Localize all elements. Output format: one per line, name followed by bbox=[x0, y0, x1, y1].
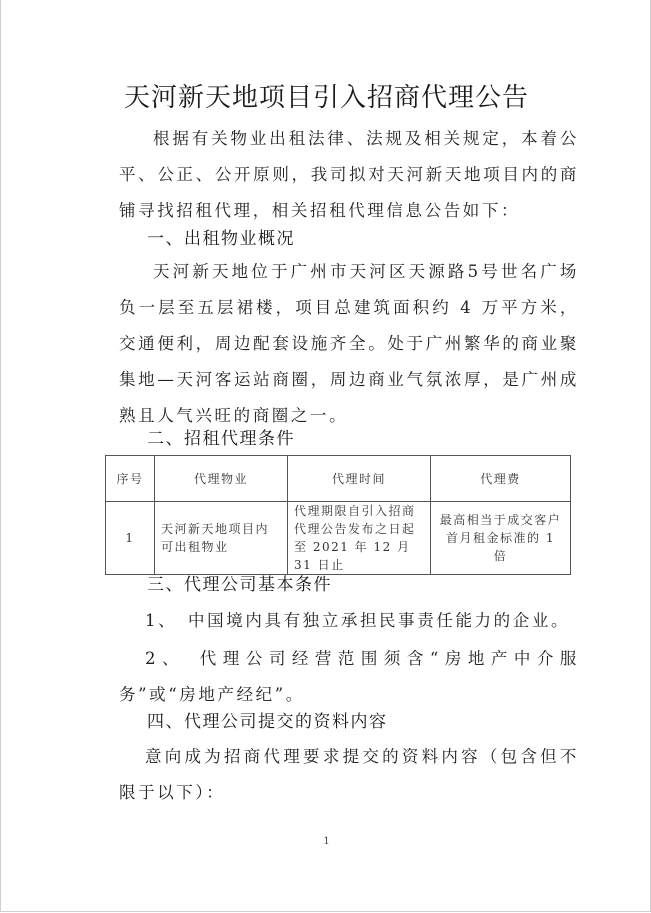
section1-paragraph: 天河新天地位于广州市天河区天源路5号世名广场负一层至五层裙楼，项目总建筑面积约 4 万平方米，交通便利，周边配套设施齐全。处于广州繁华的商业聚集地—天河客运站商圈，周边商业气氛浓厚，是广州成熟且人气兴旺的商圈之一。 bbox=[119, 262, 579, 425]
section3-heading: 三、代理公司基本条件 bbox=[147, 575, 332, 595]
agency-conditions-table bbox=[105, 455, 571, 575]
intro-paragraph: 根据有关物业出租法律、法规及相关规定，本着公平、公正、公开原则，我司拟对天河新天地项目内的商铺寻找招租代理，相关招租代理信息公告如下： bbox=[119, 129, 579, 220]
table-header-row bbox=[106, 456, 571, 502]
table-cell: 1 bbox=[106, 502, 155, 575]
table-cell: 代理期限自引入招商代理公告发布之日起至 2021 年 12 月 31 日止 bbox=[288, 502, 431, 575]
section4-heading: 四、代理公司提交的资料内容 bbox=[147, 712, 388, 732]
table-header-cell: 序号 bbox=[106, 456, 155, 502]
table-header-cell: 代理费 bbox=[431, 456, 571, 502]
section3-item-2: 2、 代理公司经营范围须含“房地产中介服务”或“房地产经纪”。 bbox=[119, 649, 579, 704]
table-cell: 天河新天地项目内可出租物业 bbox=[155, 502, 288, 575]
table-header-cell: 代理时间 bbox=[288, 456, 431, 502]
page-number: 1 bbox=[323, 836, 330, 847]
section1-heading: 一、出租物业概况 bbox=[147, 229, 295, 249]
table-header-cell: 代理物业 bbox=[155, 456, 288, 502]
table-cell: 最高相当于成交客户首月租金标准的 1 倍 bbox=[431, 502, 571, 575]
section4-paragraph: 意向成为招商代理要求提交的资料内容（包含但不限于以下）： bbox=[119, 747, 579, 802]
page-title: 天河新天地项目引入招商代理公告 bbox=[123, 83, 529, 113]
section3-item-1: 1、 中国境内具有独立承担民事责任能力的企业。 bbox=[145, 611, 571, 630]
table-row bbox=[106, 502, 571, 575]
section2-heading: 二、招租代理条件 bbox=[147, 429, 295, 449]
